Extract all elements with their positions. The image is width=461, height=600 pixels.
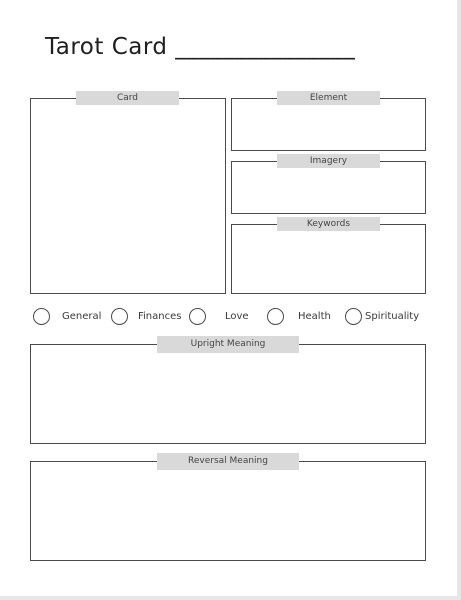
page-title: Tarot Card _______________ [45, 34, 356, 60]
element-box[interactable] [231, 98, 426, 151]
card-label: Card [76, 91, 179, 105]
upright-meaning-box[interactable] [30, 344, 426, 444]
option-spirituality[interactable] [345, 306, 419, 326]
radio-circle-icon[interactable] [267, 308, 284, 325]
radio-circle-icon[interactable] [111, 308, 128, 325]
radio-circle-icon[interactable] [33, 308, 50, 325]
reversal-meaning-box[interactable] [30, 461, 426, 561]
keywords-box[interactable] [231, 224, 426, 294]
option-label: Finances [138, 310, 182, 322]
imagery-box[interactable] [231, 161, 426, 214]
page-edge-shadow [457, 0, 461, 600]
keywords-label: Keywords [277, 217, 380, 231]
radio-circle-icon[interactable] [345, 308, 362, 325]
reversal-meaning-label: Reversal Meaning [157, 453, 299, 470]
page-edge-shadow-bottom [0, 596, 461, 600]
element-label: Element [277, 91, 380, 105]
upright-meaning-label: Upright Meaning [157, 336, 299, 353]
option-label: Health [298, 310, 331, 322]
option-health[interactable] [267, 306, 331, 326]
option-finances[interactable] [111, 306, 181, 326]
option-label: Love [225, 310, 249, 322]
option-label: General [62, 310, 102, 322]
option-love[interactable] [189, 306, 249, 326]
card-box[interactable] [30, 98, 226, 294]
option-general[interactable] [33, 306, 101, 326]
option-label: Spirituality [365, 310, 420, 322]
imagery-label: Imagery [277, 154, 380, 168]
radio-circle-icon[interactable] [189, 308, 206, 325]
